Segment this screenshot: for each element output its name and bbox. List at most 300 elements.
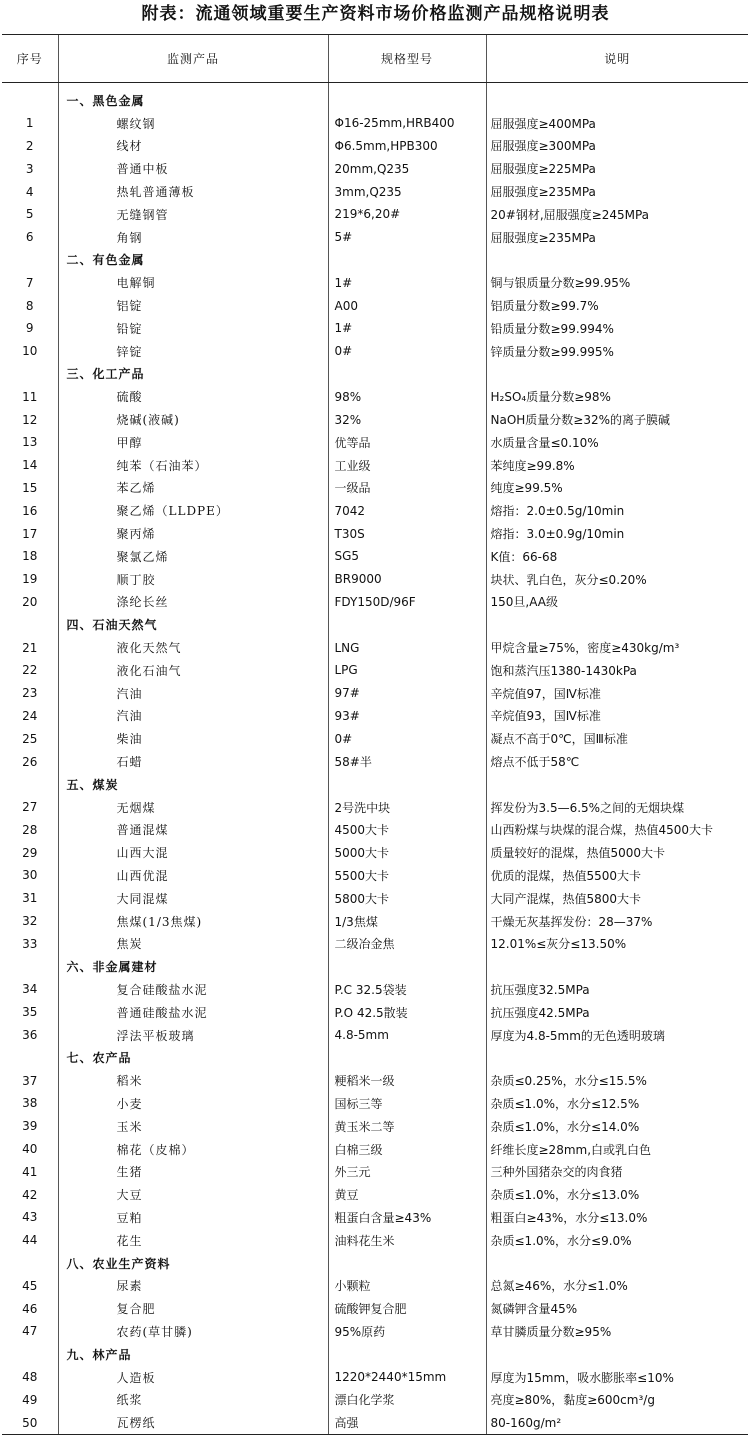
spec-cell [328,83,486,112]
product-name: 玉米 [58,1115,328,1138]
row-number [2,1343,58,1366]
note-cell: 熔点不低于58℃ [486,750,748,773]
note-cell: 厚度为4.8-5mm的无色透明玻璃 [486,1024,748,1047]
product-name: 普通硅酸盐水泥 [58,1001,328,1024]
category-row [2,363,748,386]
product-name: 普通中板 [58,157,328,180]
table-row [2,682,748,705]
product-name: 线材 [58,135,328,158]
row-number [2,773,58,796]
note-cell: 大同产混煤，热值5800大卡 [486,887,748,910]
table-row [2,1388,748,1411]
spec-cell: 二级冶金焦 [328,932,486,955]
row-number: 39 [22,1119,38,1134]
table-row [2,1183,748,1206]
row-number: 9 [25,321,34,336]
row-number: 6 [25,230,34,245]
note-cell [486,1252,748,1275]
spec-cell: 5500大卡 [328,864,486,887]
note-cell: 屈服强度≥225MPa [486,157,748,180]
spec-cell: 外三元 [328,1160,486,1183]
table-row [2,1160,748,1183]
product-name: 无烟煤 [58,796,328,819]
product-name: 涤纶长丝 [58,591,328,614]
product-name: 大同混煤 [58,887,328,910]
spec-cell [328,1046,486,1069]
spec-cell: 93# [328,705,486,728]
spec-cell: 1/3焦煤 [328,910,486,933]
note-cell: 屈服强度≥235MPa [486,180,748,203]
table-row [2,545,748,568]
note-cell [486,613,748,636]
row-number: 13 [22,435,38,450]
spec-cell: 5800大卡 [328,887,486,910]
note-cell: 甲烷含量≥75%，密度≥430kg/m³ [486,636,748,659]
product-name: 聚丙烯 [58,522,328,545]
spec-cell [328,773,486,796]
page-title: 附表：流通领域重要生产资料市场价格监测产品规格说明表 [141,4,610,24]
note-cell: 凝点不高于0℃，国Ⅲ标准 [486,727,748,750]
table-row [2,271,748,294]
product-name: 苯乙烯 [58,477,328,500]
spec-cell: 3mm,Q235 [328,180,486,203]
table-row [2,1320,748,1343]
table-row [2,1001,748,1024]
product-name: 焦煤(1/3焦煤) [58,910,328,933]
note-cell: 杂质≤1.0%，水分≤13.0% [486,1183,748,1206]
product-name: 瓦楞纸 [58,1411,328,1434]
note-cell: 辛烷值97，国Ⅳ标准 [486,682,748,705]
note-cell: 屈服强度≥235MPa [486,226,748,249]
row-number: 30 [22,868,38,883]
header-product: 监测产品 [58,35,328,83]
spec-cell: LPG [328,659,486,682]
spec-cell: 国标三等 [328,1092,486,1115]
table-row [2,796,748,819]
spec-cell: 黄豆 [328,1183,486,1206]
table-row [2,750,748,773]
spec-cell: 5# [328,226,486,249]
product-name: 甲醇 [58,431,328,454]
note-cell: 挥发份为3.5—6.5%之间的无烟块煤 [486,796,748,819]
row-number: 36 [22,1028,38,1043]
row-number: 7 [25,275,34,290]
table-row [2,1024,748,1047]
row-number: 8 [25,298,34,313]
table-row [2,636,748,659]
row-number: 17 [22,526,38,541]
product-name: 复合肥 [58,1297,328,1320]
row-number: 43 [22,1210,38,1225]
row-number [2,363,58,386]
category-label: 九、林产品 [58,1343,328,1366]
product-name: 烧碱(液碱) [58,408,328,431]
table-row [2,1366,748,1389]
table-row [2,477,748,500]
product-name: 稻米 [58,1069,328,1092]
row-number: 40 [22,1142,38,1157]
row-number: 42 [22,1187,38,1202]
note-cell: 纯度≥99.5% [486,477,748,500]
row-number: 19 [22,572,38,587]
spec-cell: 32% [328,408,486,431]
row-number: 41 [22,1164,38,1179]
product-name: 棉花（皮棉） [58,1138,328,1161]
row-number: 23 [22,686,38,701]
note-cell: 块状、乳白色，灰分≤0.20% [486,568,748,591]
table-row [2,1115,748,1138]
product-name: 小麦 [58,1092,328,1115]
header-spec: 规格型号 [328,35,486,83]
note-cell: 粗蛋白≥43%，水分≤13.0% [486,1206,748,1229]
row-number: 5 [25,207,34,222]
table-row [2,1206,748,1229]
note-cell: 三种外国猪杂交的肉食猪 [486,1160,748,1183]
spec-cell: P.C 32.5袋装 [328,978,486,1001]
category-label: 二、有色金属 [58,249,328,272]
category-row [2,1252,748,1275]
product-name: 山西优混 [58,864,328,887]
product-name: 铅锭 [58,317,328,340]
note-cell [486,363,748,386]
spec-cell [328,249,486,272]
row-number: 24 [22,708,38,723]
spec-cell: SG5 [328,545,486,568]
spec-cell: 219*6,20# [328,203,486,226]
spec-cell: 98% [328,385,486,408]
note-cell: 厚度为15mm，吸水膨胀率≤10% [486,1366,748,1389]
product-name: 顺丁胶 [58,568,328,591]
table-row [2,659,748,682]
category-label: 一、黑色金属 [58,83,328,112]
row-number: 16 [22,503,38,518]
product-name: 螺纹钢 [58,112,328,135]
row-number: 20 [22,594,38,609]
category-row [2,773,748,796]
product-name: 聚氯乙烯 [58,545,328,568]
spec-cell: 漂白化学浆 [328,1388,486,1411]
product-name: 聚乙烯（LLDPE） [58,499,328,522]
product-name: 花生 [58,1229,328,1252]
spec-cell: 高强 [328,1411,486,1434]
header-note: 说明 [486,35,748,83]
product-name: 复合硅酸盐水泥 [58,978,328,1001]
category-row [2,249,748,272]
table-row [2,203,748,226]
category-row [2,83,748,112]
row-number: 2 [25,138,34,153]
spec-cell: 4.8-5mm [328,1024,486,1047]
spec-cell: 小颗粒 [328,1274,486,1297]
product-name: 硫酸 [58,385,328,408]
note-cell [486,1343,748,1366]
spec-cell: 5000大卡 [328,841,486,864]
spec-cell: Φ6.5mm,HPB300 [328,135,486,158]
table-row [2,1092,748,1115]
row-number: 29 [22,845,38,860]
table-row [2,568,748,591]
row-number: 10 [22,344,38,359]
table-row [2,112,748,135]
spec-cell: 7042 [328,499,486,522]
spec-cell: 1# [328,317,486,340]
spec-cell: 4500大卡 [328,819,486,842]
product-name: 柴油 [58,727,328,750]
spec-cell: T30S [328,522,486,545]
spec-cell [328,1343,486,1366]
spec-cell: 20mm,Q235 [328,157,486,180]
table-row [2,1297,748,1320]
row-number: 25 [22,731,38,746]
row-number: 47 [22,1324,38,1339]
table-row [2,819,748,842]
note-cell: 草甘膦质量分数≥95% [486,1320,748,1343]
note-cell: 熔指：2.0±0.5g/10min [486,499,748,522]
row-number: 46 [22,1301,38,1316]
table-row [2,385,748,408]
note-cell: 纤维长度≥28mm,白或乳白色 [486,1138,748,1161]
note-cell [486,773,748,796]
product-name: 人造板 [58,1366,328,1389]
product-name: 焦炭 [58,932,328,955]
row-number: 18 [22,549,38,564]
note-cell: 山西粉煤与块煤的混合煤，热值4500大卡 [486,819,748,842]
row-number: 31 [22,891,38,906]
note-cell: 150旦,AA级 [486,591,748,614]
spec-cell: 97# [328,682,486,705]
product-name: 豆粕 [58,1206,328,1229]
spec-cell: 2号洗中块 [328,796,486,819]
row-number: 3 [25,161,34,176]
note-cell: 锌质量分数≥99.995% [486,340,748,363]
header-no: 序号 [2,35,58,83]
note-cell: 80-160g/m² [486,1411,748,1434]
row-number: 27 [22,800,38,815]
note-cell [486,1046,748,1069]
table-row [2,841,748,864]
category-label: 六、非金属建材 [58,955,328,978]
row-number: 48 [22,1370,38,1385]
spec-cell [328,613,486,636]
product-name: 液化天然气 [58,636,328,659]
category-row [2,1343,748,1366]
spec-cell [328,1252,486,1275]
row-number: 21 [22,640,38,655]
table-row [2,705,748,728]
note-cell: 熔指：3.0±0.9g/10min [486,522,748,545]
spec-cell: 58#半 [328,750,486,773]
table-row [2,135,748,158]
spec-cell [328,363,486,386]
product-name: 石蜡 [58,750,328,773]
table-row [2,408,748,431]
table-row [2,591,748,614]
note-cell: K值：66-68 [486,545,748,568]
product-name: 大豆 [58,1183,328,1206]
spec-cell: 95%原药 [328,1320,486,1343]
product-name: 电解铜 [58,271,328,294]
row-number: 33 [22,936,38,951]
note-cell: 氮磷钾含量45% [486,1297,748,1320]
product-name: 汽油 [58,705,328,728]
product-name: 液化石油气 [58,659,328,682]
row-number: 32 [22,914,38,929]
table-row [2,226,748,249]
row-number: 28 [22,822,38,837]
spec-cell: P.O 42.5散装 [328,1001,486,1024]
note-cell [486,249,748,272]
note-cell: 抗压强度42.5MPa [486,1001,748,1024]
note-cell: 杂质≤1.0%，水分≤9.0% [486,1229,748,1252]
note-cell: 杂质≤0.25%，水分≤15.5% [486,1069,748,1092]
spec-cell: BR9000 [328,568,486,591]
table-row [2,157,748,180]
note-cell: 屈服强度≥300MPa [486,135,748,158]
spec-cell: 0# [328,727,486,750]
spec-cell: 工业级 [328,454,486,477]
note-cell: 苯纯度≥99.8% [486,454,748,477]
product-name: 纸浆 [58,1388,328,1411]
spec-cell: Φ16-25mm,HRB400 [328,112,486,135]
category-label: 五、煤炭 [58,773,328,796]
table-row [2,932,748,955]
table-row [2,978,748,1001]
table-row [2,499,748,522]
note-cell: 杂质≤1.0%，水分≤12.5% [486,1092,748,1115]
spec-table [2,34,748,1435]
spec-cell: LNG [328,636,486,659]
product-name: 生猪 [58,1160,328,1183]
table-row [2,727,748,750]
row-number [2,1252,58,1275]
table-row [2,1229,748,1252]
row-number: 1 [25,116,34,131]
note-cell: NaOH质量分数≥32%的离子膜碱 [486,408,748,431]
spec-cell: 1# [328,271,486,294]
row-number: 44 [22,1233,38,1248]
product-name: 浮法平板玻璃 [58,1024,328,1047]
spec-cell: A00 [328,294,486,317]
note-cell: H₂SO₄质量分数≥98% [486,385,748,408]
product-name: 无缝钢管 [58,203,328,226]
table-row [2,340,748,363]
row-number [2,83,58,112]
product-name: 山西大混 [58,841,328,864]
category-label: 八、农业生产资料 [58,1252,328,1275]
category-label: 四、石油天然气 [58,613,328,636]
product-name: 农药(草甘膦) [58,1320,328,1343]
spec-cell: 粳稻米一级 [328,1069,486,1092]
spec-cell: 黄玉米二等 [328,1115,486,1138]
product-name: 汽油 [58,682,328,705]
note-cell: 优质的混煤，热值5500大卡 [486,864,748,887]
spec-cell: 一级品 [328,477,486,500]
row-number [2,955,58,978]
note-cell: 抗压强度32.5MPa [486,978,748,1001]
row-number: 14 [22,458,38,473]
note-cell: 12.01%≤灰分≤13.50% [486,932,748,955]
row-number [2,249,58,272]
category-row [2,1046,748,1069]
note-cell: 亮度≥80%，黏度≥600cm³/g [486,1388,748,1411]
spec-cell: FDY150D/96F [328,591,486,614]
row-number: 12 [22,412,38,427]
table-row [2,887,748,910]
table-row [2,294,748,317]
table-row [2,431,748,454]
note-cell: 水质量含量≤0.10% [486,431,748,454]
spec-cell: 油料花生米 [328,1229,486,1252]
note-cell: 质量较好的混煤，热值5000大卡 [486,841,748,864]
product-name: 铝锭 [58,294,328,317]
table-row [2,180,748,203]
row-number: 26 [22,754,38,769]
table-header-row [2,35,748,83]
note-cell [486,83,748,112]
table-row [2,1069,748,1092]
note-cell: 辛烷值93，国Ⅳ标准 [486,705,748,728]
row-number: 45 [22,1278,38,1293]
note-cell: 干燥无灰基挥发份：28—37% [486,910,748,933]
row-number: 11 [22,389,38,404]
table-row [2,864,748,887]
row-number: 49 [22,1392,38,1407]
spec-cell: 优等品 [328,431,486,454]
product-name: 锌锭 [58,340,328,363]
row-number: 38 [22,1096,38,1111]
spec-cell: 0# [328,340,486,363]
category-label: 三、化工产品 [58,363,328,386]
product-name: 热轧普通薄板 [58,180,328,203]
category-label: 七、农产品 [58,1046,328,1069]
product-name: 普通混煤 [58,819,328,842]
row-number: 37 [22,1073,38,1088]
spec-cell: 硫酸钾复合肥 [328,1297,486,1320]
product-name: 角钢 [58,226,328,249]
spec-cell [328,955,486,978]
table-row [2,317,748,340]
table-row [2,1138,748,1161]
note-cell [486,955,748,978]
note-cell: 20#钢材,屈服强度≥245MPa [486,203,748,226]
table-row [2,1411,748,1434]
spec-cell: 1220*2440*15mm [328,1366,486,1389]
note-cell: 总氮≥46%，水分≤1.0% [486,1274,748,1297]
table-row [2,1274,748,1297]
product-name: 尿素 [58,1274,328,1297]
note-cell: 铜与银质量分数≥99.95% [486,271,748,294]
spec-cell: 白棉三级 [328,1138,486,1161]
note-cell: 屈服强度≥400MPa [486,112,748,135]
category-row [2,613,748,636]
row-number: 15 [22,480,38,495]
row-number [2,613,58,636]
table-body [2,83,748,1435]
row-number: 34 [22,982,38,997]
row-number: 35 [22,1005,38,1020]
row-number: 22 [22,663,38,678]
table-row [2,910,748,933]
row-number [2,1046,58,1069]
note-cell: 饱和蒸汽压1380-1430kPa [486,659,748,682]
row-number: 4 [25,184,34,199]
note-cell: 铝质量分数≥99.7% [486,294,748,317]
note-cell: 杂质≤1.0%，水分≤14.0% [486,1115,748,1138]
category-row [2,955,748,978]
row-number: 50 [2,1411,58,1434]
table-row [2,454,748,477]
spec-cell: 粗蛋白含量≥43% [328,1206,486,1229]
